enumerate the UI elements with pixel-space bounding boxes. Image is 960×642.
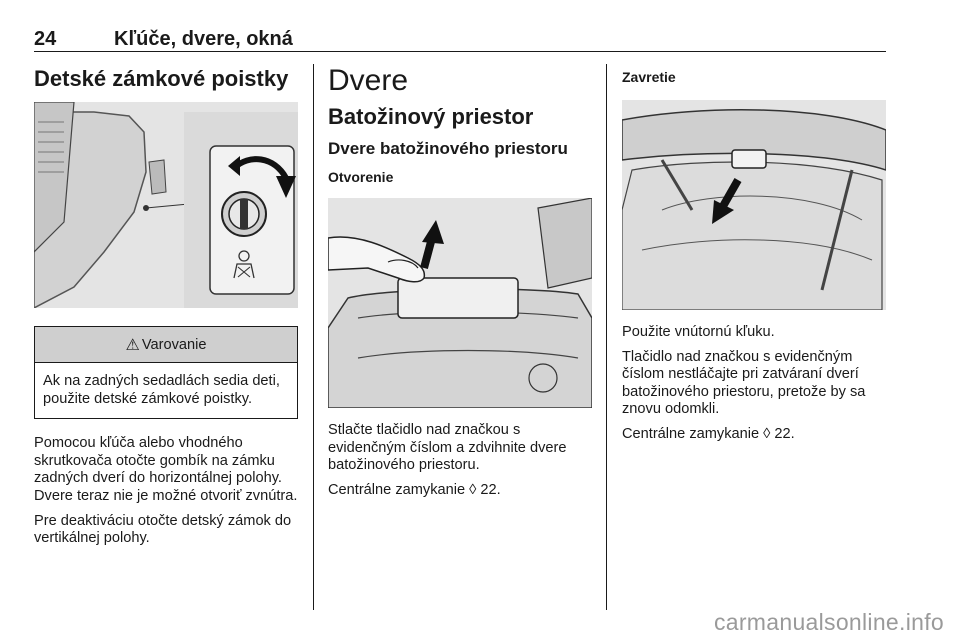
tailgate-closing-drawing <box>622 100 886 310</box>
warning-header <box>35 327 297 363</box>
subheading-opening: Otvorenie <box>328 169 394 185</box>
chapter-title: Kľúče, dvere, okná <box>114 28 293 50</box>
page-header <box>34 28 886 52</box>
paragraph-use-inner-handle: Použite vnútornú kľuku. <box>622 324 775 340</box>
subheading-tailgate: Dvere batožinového priestoru <box>328 139 568 158</box>
section-heading-child-locks: Detské zámkové poistky <box>34 66 289 91</box>
column-divider-1 <box>313 64 314 610</box>
paragraph-child-lock-instructions: Pomocou kľúča alebo vhodného skrutkovača otočte gombík na zámku zadných dverí do horizontálnej polohy. Dvere teraz nie je možné otvoriť zvnútra. <box>34 435 298 504</box>
child-lock-drawing <box>34 102 298 308</box>
paragraph-child-lock-deactivate: Pre deaktiváciu otočte detský zámok do vertikálnej polohy. <box>34 512 292 547</box>
tailgate-opening-drawing <box>328 198 592 408</box>
paragraph-central-locking-ref: Centrálne zamykanie ◊ 22. <box>328 481 501 498</box>
warning-text: Ak na zadných sedadlách sedia deti, použite detské zámkové poistky. <box>43 373 280 407</box>
child-lock-illustration <box>34 102 298 308</box>
paragraph-closing-warning: Tlačidlo nad značkou s evidenčným číslom nestláčajte pri zatváraní dverí batožinového priestoru, pretože by sa znovu odomkli. <box>622 348 866 418</box>
section-heading-doors: Dvere <box>328 64 409 97</box>
warning-label: Varovanie <box>141 336 207 353</box>
column-3 <box>622 64 886 444</box>
column-1 <box>34 64 298 548</box>
column-divider-2 <box>606 64 607 610</box>
warning-triangle-icon: ⚠ <box>125 336 140 354</box>
paragraph-central-locking-ref-2: Centrálne zamykanie ◊ 22. <box>622 425 795 442</box>
tailgate-opening-illustration <box>328 198 592 408</box>
subheading-luggage-space: Batožinový priestor <box>328 104 534 129</box>
column-2 <box>328 64 592 499</box>
page-number: 24 <box>34 28 57 50</box>
tailgate-closing-illustration <box>622 100 886 310</box>
warning-box <box>34 326 298 419</box>
watermark: carmanualsonline.info <box>713 609 944 635</box>
subheading-closing: Zavretie <box>622 69 676 85</box>
paragraph-opening-instructions: Stlačte tlačidlo nad značkou s evidenčným číslom a zdvihnite dvere batožinového priestoru. <box>328 422 567 474</box>
